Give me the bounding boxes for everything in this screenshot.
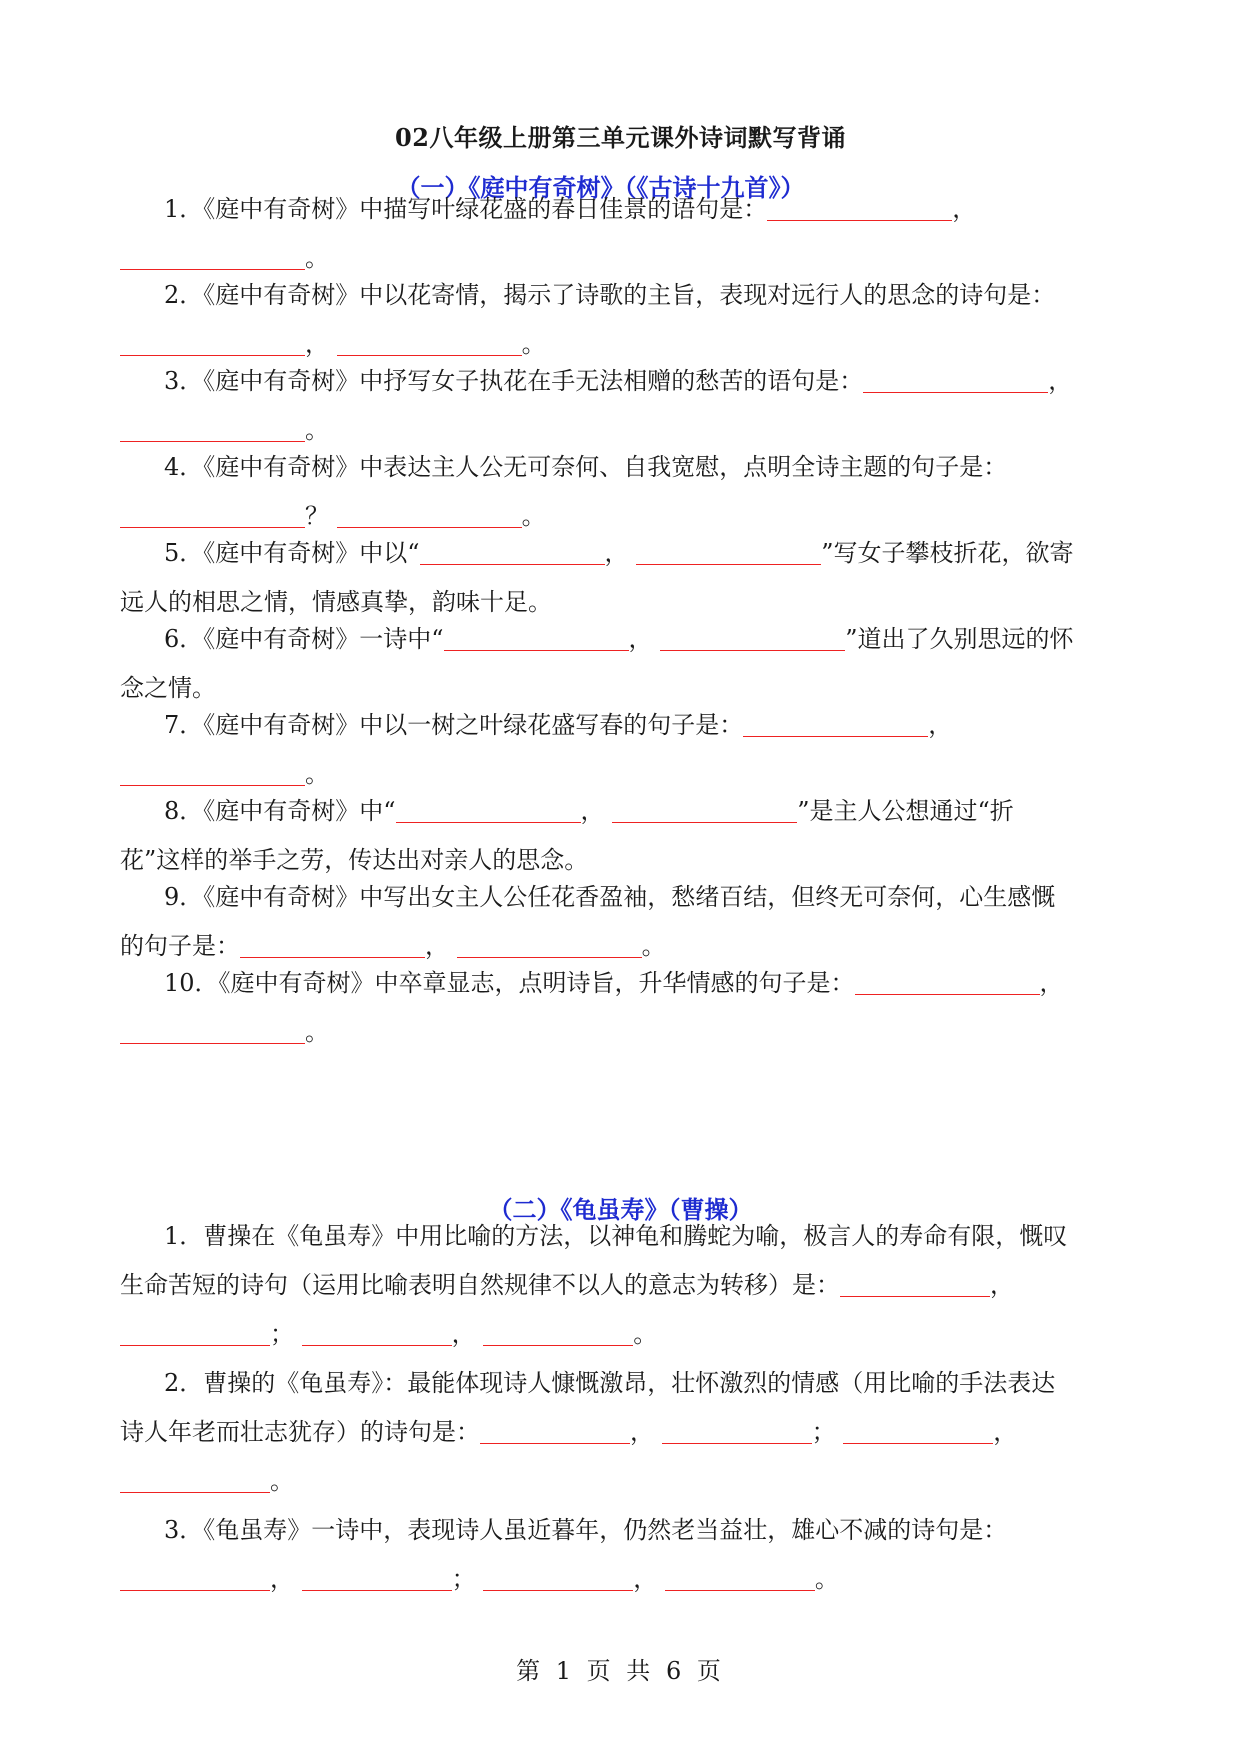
answer-blank[interactable] [480,1417,630,1444]
answer-blank[interactable] [612,796,797,823]
answer-blank[interactable] [662,1417,812,1444]
answer-blank[interactable] [743,710,928,737]
answer-blank[interactable] [767,194,952,221]
answer-blank[interactable] [120,1319,270,1346]
answer-blank[interactable] [120,243,305,270]
question-6: 6．《庭中有奇树》一诗中“ ， ”道出了久别思远的怀 念之情。 [120,625,1074,702]
answer-blank[interactable] [120,329,305,356]
question-4: 4．《庭中有奇树》中表达主人公无可奈何、自我宽慰，点明全诗主题的句子是： ？ 。 [120,443,1122,541]
answer-blank[interactable] [120,501,305,528]
question-3: 3．《庭中有奇树》中抒写女子执花在手无法相赠的愁苦的语句是： ， 。 [120,357,1122,455]
question-8: 8．《庭中有奇树》中“ ， ”是主人公想通过“折 花”这样的举手之劳，传达出对亲人的思念。 [120,797,1014,874]
section-heading-1: （一）《庭中有奇树》（《古诗十九首》） [396,173,805,202]
question-7: 7．《庭中有奇树》中以一树之叶绿花盛写春的句子是： ， 。 [120,701,1122,799]
answer-blank[interactable] [337,329,522,356]
question-2: 2．《庭中有奇树》中以花寄情，揭示了诗歌的主旨，表现对远行人的思念的诗句是： ， 。 [120,271,1122,369]
answer-blank[interactable] [120,1564,270,1591]
answer-blank[interactable] [444,624,629,651]
answer-blank[interactable] [420,538,605,565]
question-10: 10．《庭中有奇树》中卒章显志，点明诗旨，升华情感的句子是： ， 。 [120,959,1122,1057]
answer-blank[interactable] [636,538,821,565]
question-9: 9．《庭中有奇树》中写出女主人公任花香盈袖，愁绪百结，但终无可奈何，心生感慨 的句子是： ， 。 [120,883,1056,960]
page-title: 02八年级上册第三单元课外诗词默写背诵 [395,123,846,152]
answer-blank[interactable] [396,796,581,823]
answer-blank[interactable] [660,624,845,651]
answer-blank[interactable] [840,1270,990,1297]
answer-blank[interactable] [240,931,425,958]
answer-blank[interactable] [120,759,305,786]
page-number-footer: 第 1 页 共 6 页 [516,1657,725,1685]
question-1: 1．《庭中有奇树》中描写叶绿花盛的春日佳景的语句是： ， 。 [120,185,1122,283]
answer-blank[interactable] [483,1564,633,1591]
answer-blank[interactable] [337,501,522,528]
answer-blank[interactable] [120,415,305,442]
section-heading-2: （二）《龟虽寿》（曹操） [488,1195,753,1224]
answer-blank[interactable] [483,1319,633,1346]
question-guisuishou-2: 2．曹操的《龟虽寿》：最能体现诗人慷慨激昂，壮怀激烈的情感（用比喻的手法表达 诗人年老而壮志犹存）的诗句是： ， ； ， 。 [120,1369,1056,1495]
answer-blank[interactable] [457,931,642,958]
question-guisuishou-1: 1．曹操在《龟虽寿》中用比喻的方法，以神龟和腾蛇为喻，极言人的寿命有限，慨叹 生命苦短的诗句（运用比喻表明自然规律不以人的意志为转移）是： ， ； ， 。 [120,1222,1068,1348]
question-guisuishou-3: 3．《龟虽寿》一诗中，表现诗人虽近暮年，仍然老当益壮，雄心不减的诗句是： ， ； ， 。 [120,1506,1122,1604]
answer-blank[interactable] [120,1017,305,1044]
answer-blank[interactable] [665,1564,815,1591]
answer-blank[interactable] [855,968,1040,995]
answer-blank[interactable] [120,1466,270,1493]
question-5: 5．《庭中有奇树》中以“ ， ”写女子攀枝折花，欲寄 远人的相思之情，情感真挚，韵味十足。 [120,539,1074,616]
answer-blank[interactable] [863,366,1048,393]
answer-blank[interactable] [302,1319,452,1346]
answer-blank[interactable] [302,1564,452,1591]
answer-blank[interactable] [843,1417,993,1444]
